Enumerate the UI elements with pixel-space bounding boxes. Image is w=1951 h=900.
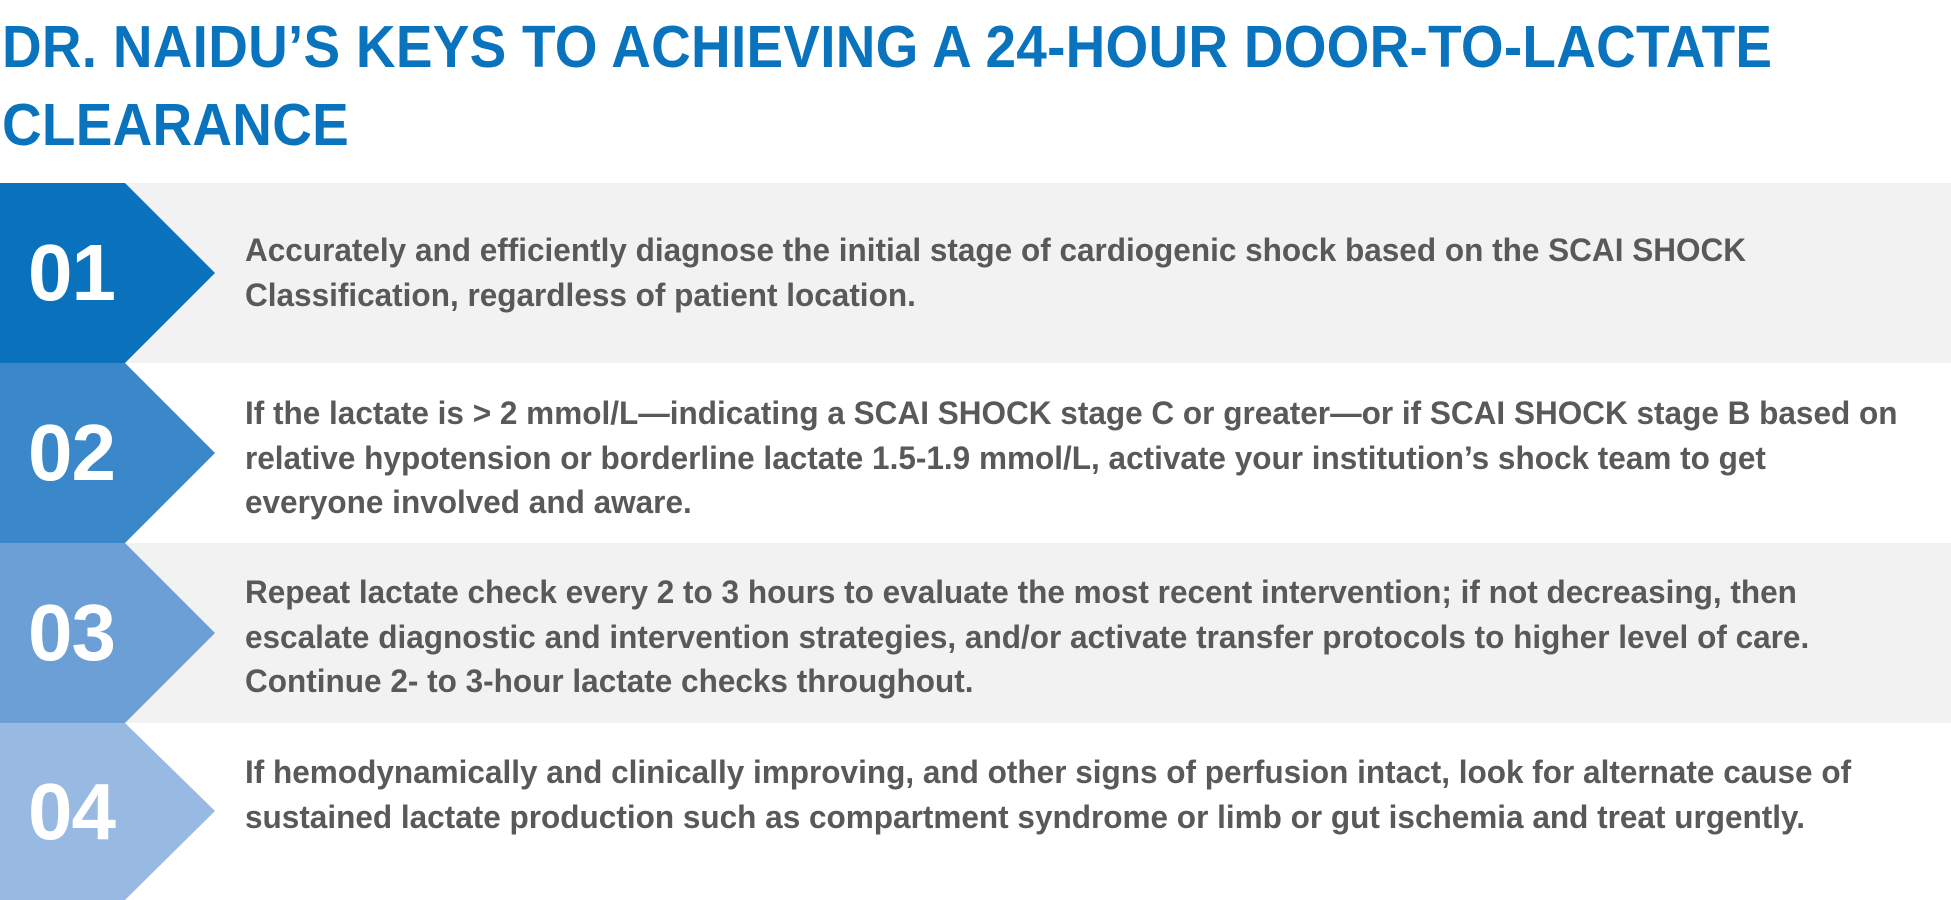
page-title: DR. NAIDU’S KEYS TO ACHIEVING A 24-HOUR DOOR-TO-LACTATE CLEARANCE: [2, 14, 1773, 158]
step-text: Repeat lactate check every 2 to 3 hours to evaluate the most recent intervention; if not decreasing, then escalate diagnostic and intervention strategies, and/or activate transfer protocols to higher level of care. Continue 2- to 3-hour lactate checks throughout.: [245, 574, 1810, 699]
step-number: 01: [28, 228, 115, 317]
step-text: If hemodynamically and clinically improving, and other signs of perfusion intact, look for alternate cause of sustained lactate production such as compartment syndrome or limb or gut ischemia and treat urgently.: [245, 754, 1852, 835]
step-number: 03: [28, 588, 115, 677]
step-row-2: [0, 363, 1951, 543]
steps-list: [0, 183, 1951, 900]
step-number: 04: [28, 766, 115, 856]
step-row-4: [0, 723, 1951, 900]
step-text: If the lactate is > 2 mmol/L—indicating a SCAI SHOCK stage C or greater—or if SCAI SHOCK stage B based on relative hypotension or borderline lactate 1.5-1.9 mmol/L, activate your institution’s shock team to get everyone involved and aware.: [245, 395, 1898, 520]
step-row-1: [0, 183, 1951, 363]
step-number: 02: [28, 408, 115, 497]
step-text: Accurately and efficiently diagnose the initial stage of cardiogenic shock based on the SCAI SHOCK Classification, regardless of patient location.: [245, 232, 1747, 313]
step-row-3: [0, 543, 1951, 723]
